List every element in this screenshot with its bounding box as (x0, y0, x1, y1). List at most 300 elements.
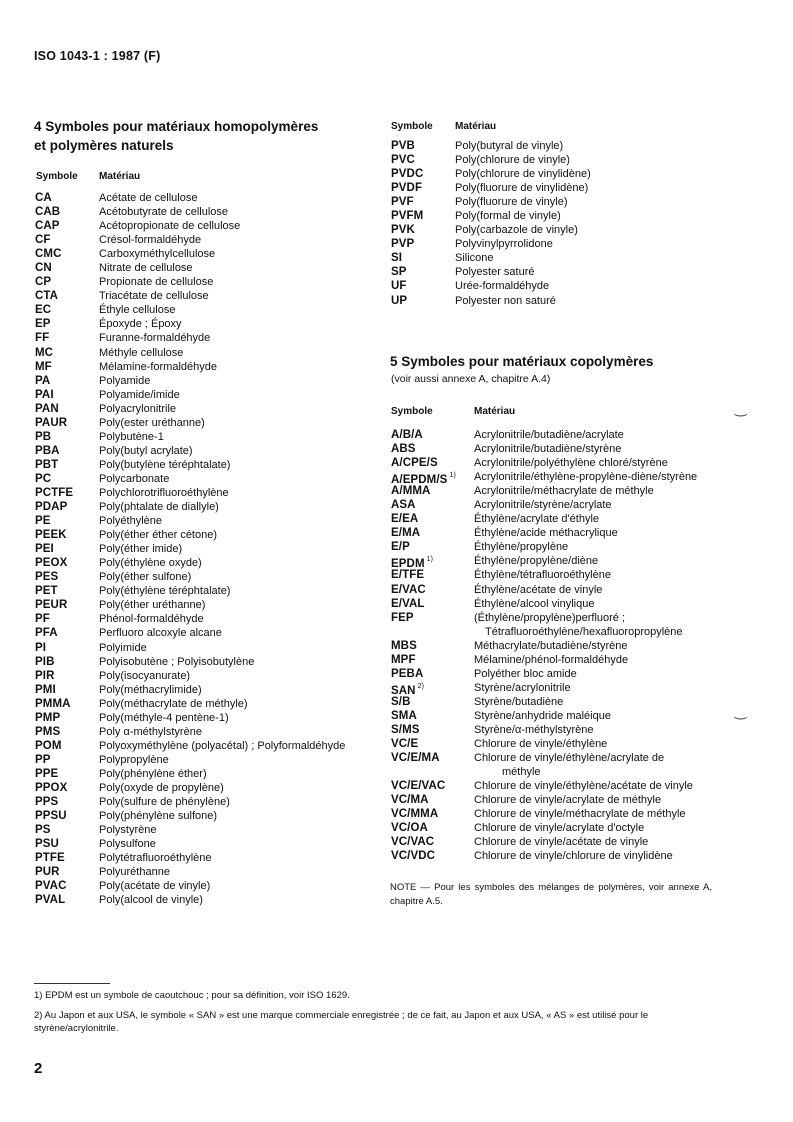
symbol-text: VC/E (391, 738, 419, 751)
section-5-col-material: Matériau (474, 406, 516, 417)
table-row (35, 360, 375, 374)
symbol-text: VC/E/VAC (391, 780, 446, 793)
symbol-text: PVAC (35, 880, 67, 893)
table-row (35, 556, 375, 570)
symbol-cell (391, 793, 429, 807)
material-cell: Poly(butyral de vinyle) (455, 140, 564, 152)
symbol-cell (35, 219, 60, 233)
material-cell: Éthylène/alcool vinylique (474, 597, 595, 610)
symbol-text: PIB (35, 655, 55, 668)
symbol-cell (35, 626, 58, 640)
symbol-text: E/EA (391, 513, 419, 526)
symbol-cell (391, 209, 423, 223)
table-row (391, 498, 731, 512)
material-cell: Mélamine/phénol-formaldéhyde (474, 653, 629, 666)
material-cell-continued: méthyle (502, 766, 541, 779)
symbol-text: PAN (35, 402, 59, 415)
symbol-cell (35, 346, 53, 360)
symbol-text: PVFM (391, 210, 424, 223)
material-cell: Triacétate de cellulose (99, 290, 209, 303)
section-4-title (34, 117, 318, 155)
symbol-text: VC/MA (391, 794, 429, 807)
symbol-text: PPS (35, 796, 59, 809)
material-cell: Poly(éther sulfone) (99, 571, 192, 584)
table-row (391, 821, 731, 835)
symbol-text: SP (391, 266, 407, 279)
table-row (35, 219, 375, 233)
material-cell: Styrène/α-méthylstyrène (474, 723, 594, 736)
symbol-text: MF (35, 360, 52, 373)
section-4-col-material: Matériau (99, 171, 141, 182)
material-cell: Polyéthylène (99, 515, 162, 528)
symbol-cell (35, 374, 50, 388)
material-cell: Phénol-formaldéhyde (99, 613, 204, 626)
table-row (35, 584, 375, 598)
symbol-cell (35, 612, 50, 626)
symbol-cell (391, 723, 420, 737)
symbol-text: EC (35, 304, 52, 317)
table-row (35, 865, 375, 879)
symbol-text: ABS (391, 443, 416, 456)
symbol-cell (35, 388, 54, 402)
table-row (391, 681, 731, 695)
symbol-text: PI (35, 641, 47, 654)
material-cell: Acrylonitrile/butadiène/styrène (474, 443, 622, 456)
symbol-cell (35, 879, 67, 893)
table-row (35, 725, 375, 739)
symbol-cell (391, 139, 415, 153)
symbol-text: PEOX (35, 557, 68, 570)
table-row (35, 331, 375, 345)
symbol-cell (35, 767, 58, 781)
symbol-text: A/CPE/S (391, 457, 438, 470)
material-cell: Chlorure de vinyle/acétate de vinyle (474, 836, 649, 849)
symbol-text: PET (35, 585, 58, 598)
symbol-text: CAB (35, 206, 61, 219)
table-row (35, 851, 375, 865)
symbol-text: VC/VAC (391, 836, 435, 849)
symbol-cell (35, 360, 52, 374)
symbol-text: CA (35, 192, 52, 204)
symbol-cell (391, 251, 402, 265)
symbol-text: PVDF (391, 182, 423, 195)
symbol-cell (35, 472, 51, 486)
symbol-cell (391, 821, 428, 835)
symbol-text: PA (35, 374, 51, 387)
table-row (391, 695, 731, 709)
symbol-text: E/TFE (391, 569, 425, 582)
symbol-cell (35, 247, 62, 261)
material-cell-continued: Tétrafluoroéthylène/hexafluoropropylène (485, 625, 683, 638)
material-cell: Poly(phénylène éther) (99, 767, 207, 780)
symbol-cell (35, 683, 56, 697)
symbol-cell (35, 205, 60, 219)
symbol-text: PEI (35, 543, 54, 556)
table-row (391, 807, 731, 821)
table-row (391, 279, 721, 293)
symbol-text: PBT (35, 458, 59, 471)
table-row (35, 598, 375, 612)
symbol-text: PTFE (35, 852, 65, 865)
section-4-table (35, 191, 375, 907)
symbol-cell (35, 669, 54, 683)
material-cell: Propionate de cellulose (99, 276, 214, 289)
symbol-cell (35, 444, 60, 458)
footnote-ref: 2) (415, 682, 425, 690)
symbol-text: FF (35, 332, 50, 345)
symbol-text: UP (391, 294, 408, 307)
symbol-text: PEBA (391, 667, 424, 680)
symbol-text: PCTFE (35, 486, 74, 499)
symbol-cell (35, 753, 51, 767)
table-row (391, 294, 721, 308)
table-row (391, 653, 731, 667)
material-cell: Poly(butyl acrylate) (99, 444, 193, 457)
table-row (391, 484, 731, 498)
material-cell: Polyamide/imide (99, 388, 180, 401)
material-cell: Poly(fluorure de vinylidène) (455, 182, 589, 195)
symbol-text: PES (35, 571, 59, 584)
symbol-text: SMA (391, 709, 417, 722)
table-row (391, 167, 721, 181)
material-cell: Poly(méthyle-4 pentène-1) (99, 711, 229, 724)
material-cell: Poly(isocyanurate) (99, 669, 191, 682)
symbol-cell (35, 500, 67, 514)
symbol-text: VC/OA (391, 822, 428, 835)
table-row (35, 528, 375, 542)
symbol-cell (391, 583, 426, 597)
symbol-text: VC/E/MA (391, 752, 440, 765)
symbol-text: PMI (35, 683, 56, 696)
table-row (35, 570, 375, 584)
material-cell: Chlorure de vinyle/éthylène/acétate de vinyle (474, 780, 693, 793)
symbol-text: MC (35, 346, 54, 359)
material-cell: Polyéther bloc amide (474, 667, 577, 680)
table-row (35, 472, 375, 486)
material-cell: (Éthylène/propylène)perfluoré ; (474, 611, 626, 624)
symbol-text: PVK (391, 224, 415, 237)
material-cell: Polyimide (99, 641, 147, 654)
material-cell: Polysulfone (99, 838, 156, 851)
material-cell: Urée-formaldéhyde (455, 280, 550, 293)
material-cell: Acrylonitrile/éthylène-propylène-diène/styrène (474, 471, 698, 484)
material-cell: Éthylène/propylène/diène (474, 555, 599, 568)
symbol-text: S/B (391, 695, 411, 708)
symbol-cell (391, 751, 440, 765)
symbol-cell (35, 697, 71, 711)
symbol-text: PEEK (35, 529, 67, 542)
material-cell: Styrène/acrylonitrile (474, 681, 571, 694)
symbol-text: E/P (391, 541, 410, 554)
table-row (35, 458, 375, 472)
margin-mark: ‿ (735, 400, 747, 416)
table-row (391, 540, 731, 554)
symbol-text: PB (35, 430, 52, 443)
table-row (391, 709, 731, 723)
symbol-text: PPE (35, 767, 59, 780)
symbol-cell (391, 597, 425, 611)
material-cell: Polycarbonate (99, 472, 170, 485)
symbol-cell (391, 526, 420, 540)
symbol-cell (35, 809, 67, 823)
material-cell: Perfluoro alcoxyle alcane (99, 627, 222, 640)
symbol-cell (391, 167, 423, 181)
symbol-cell (35, 416, 67, 430)
symbol-cell (391, 294, 407, 308)
material-cell: Acétopropionate de cellulose (99, 220, 241, 233)
symbol-cell (35, 402, 59, 416)
material-cell: Éthylène/acétate de vinyle (474, 583, 603, 596)
table-row (391, 237, 721, 251)
material-cell: Poly(éther éther cétone) (99, 529, 218, 542)
symbol-cell (35, 430, 51, 444)
table-row (35, 739, 375, 753)
symbol-text: CF (35, 234, 51, 247)
symbol-cell (391, 265, 407, 279)
material-cell: Poly(phtalate de diallyle) (99, 501, 219, 514)
table-row (391, 265, 721, 279)
symbol-text: MBS (391, 639, 417, 652)
material-cell: Poly(formal de vinyle) (455, 210, 561, 223)
table-row (35, 233, 375, 247)
material-cell: Poly(méthacrylimide) (99, 683, 202, 696)
material-cell: Furanne-formaldéhyde (99, 332, 211, 345)
symbol-text: PEUR (35, 599, 68, 612)
symbol-cell (35, 795, 58, 809)
symbol-text: PAI (35, 388, 54, 401)
material-cell: Poly(ester uréthanne) (99, 416, 205, 429)
table-row (391, 849, 731, 863)
table-row (35, 879, 375, 893)
table-row (35, 289, 375, 303)
material-cell: Méthacrylate/butadiène/styrène (474, 639, 628, 652)
symbol-text: PDAP (35, 501, 68, 514)
table-row (35, 346, 375, 360)
symbol-cell (35, 711, 60, 725)
table-row (391, 597, 731, 611)
table-row (35, 612, 375, 626)
symbol-text: PVP (391, 238, 415, 251)
material-cell: Polytétrafluoroéthylène (99, 852, 212, 865)
material-cell: Poly(fluorure de vinyle) (455, 196, 568, 209)
section-4-cont-col-material: Matériau (455, 121, 497, 132)
footnote-2: 2) Au Japon et aux USA, le symbole « SAN » est une marque commerciale enregistrée ; de ce fait, au Japon et aux USA, « AS » est utilisé pour le styrène/acrylonitrile. (34, 1010, 649, 1034)
table-row (35, 317, 375, 331)
symbol-cell (391, 498, 416, 512)
symbol-cell (391, 709, 417, 723)
material-cell: Styrène/butadiène (474, 695, 564, 708)
table-row (391, 442, 731, 456)
table-row (35, 486, 375, 500)
table-row (391, 428, 731, 442)
material-cell: Polyisobutène ; Polyisobutylène (99, 655, 255, 668)
symbol-cell (35, 303, 51, 317)
material-cell: Poly(méthacrylate de méthyle) (99, 697, 248, 710)
symbol-cell (391, 279, 407, 293)
material-cell: Chlorure de vinyle/méthacrylate de méthyle (474, 808, 686, 821)
symbol-text: PBA (35, 444, 60, 457)
material-cell: Crésol-formaldéhyde (99, 234, 202, 247)
table-row (35, 514, 375, 528)
material-cell: Poly(sulfure de phénylène) (99, 796, 230, 809)
material-cell: Poly(acétate de vinyle) (99, 880, 211, 893)
section-4-title-line1: 4 Symboles pour matériaux homopolymères (34, 119, 319, 134)
material-cell: Poly(oxyde de propylène) (99, 781, 224, 794)
table-row (35, 247, 375, 261)
symbol-text: MPF (391, 653, 416, 666)
symbol-cell (391, 484, 430, 498)
symbol-text: PUR (35, 866, 60, 879)
symbol-text: PPOX (35, 781, 68, 794)
material-cell: Polyoxyméthylène (polyacétal) ; Polyformaldéhyde (99, 739, 346, 752)
section-4-cont-table (391, 139, 721, 308)
material-cell: Poly(butylène téréphtalate) (99, 458, 231, 471)
material-cell: Poly(chlorure de vinylidène) (455, 168, 591, 181)
symbol-text: A/MMA (391, 485, 431, 498)
symbol-text: E/VAC (391, 583, 426, 596)
material-cell: Polychlorotrifluoroéthylène (99, 486, 229, 499)
material-cell: Chlorure de vinyle/acrylate d'octyle (474, 822, 645, 835)
symbol-text: CP (35, 276, 52, 289)
table-row (391, 139, 721, 153)
table-row (391, 611, 731, 639)
table-row (35, 753, 375, 767)
table-row (35, 823, 375, 837)
table-row (35, 711, 375, 725)
symbol-cell (35, 528, 67, 542)
material-cell: Acétate de cellulose (99, 192, 198, 204)
symbol-text: PMS (35, 725, 61, 738)
table-row (35, 430, 375, 444)
symbol-cell (35, 584, 58, 598)
symbol-cell (35, 331, 49, 345)
material-cell: Poly(chlorure de vinyle) (455, 154, 570, 167)
footnote-1: 1) EPDM est un symbole de caoutchouc ; pour sa définition, voir ISO 1629. (34, 990, 350, 1001)
section-5-note: NOTE — Pour les symboles des mélanges de polymères, voir annexe A, chapitre A.5. (390, 882, 712, 907)
symbol-text: CAP (35, 220, 60, 233)
material-cell: Chlorure de vinyle/éthylène/acrylate de (474, 752, 665, 765)
material-cell: Polyester non saturé (455, 294, 556, 307)
table-row (35, 275, 375, 289)
symbol-text: CTA (35, 290, 59, 303)
table-row (35, 374, 375, 388)
table-row (391, 751, 731, 779)
material-cell: Polyuréthanne (99, 866, 170, 879)
table-row (35, 837, 375, 851)
symbol-cell (35, 289, 58, 303)
symbol-text: PPSU (35, 810, 67, 823)
symbol-cell (391, 639, 417, 653)
table-row (391, 835, 731, 849)
symbol-cell (391, 195, 414, 209)
symbol-text: PF (35, 613, 50, 626)
symbol-cell (35, 837, 59, 851)
material-cell: Poly(alcool de vinyle) (99, 894, 203, 907)
table-row (391, 153, 721, 167)
material-cell: Chlorure de vinyle/éthylène (474, 738, 608, 751)
symbol-cell (35, 458, 58, 472)
table-row (391, 568, 731, 582)
symbol-text: E/VAL (391, 597, 425, 610)
symbol-text: A/B/A (391, 429, 423, 441)
table-row (35, 809, 375, 823)
document-header: ISO 1043-1 : 1987 (F) (34, 49, 161, 63)
symbol-cell (35, 317, 51, 331)
section-5-col-symbol: Symbole (391, 406, 433, 417)
symbol-cell (391, 611, 414, 625)
material-cell: Chlorure de vinyle/chlorure de vinylidène (474, 850, 673, 863)
symbol-cell (35, 893, 65, 907)
table-row (35, 641, 375, 655)
table-row (35, 626, 375, 640)
table-row (35, 542, 375, 556)
section-5-title: 5 Symboles pour matériaux copolymères (390, 354, 654, 369)
table-row (35, 683, 375, 697)
symbol-cell (391, 153, 415, 167)
table-row (35, 261, 375, 275)
symbol-text: EPDM (391, 558, 425, 571)
symbol-text: EP (35, 318, 51, 331)
margin-mark: ‿ (735, 703, 747, 719)
symbol-cell (391, 667, 423, 681)
table-row (391, 195, 721, 209)
symbol-text: VC/MMA (391, 808, 439, 821)
material-cell: Carboxyméthylcellulose (99, 248, 216, 261)
material-cell: Poly(éther uréthanne) (99, 599, 206, 612)
material-cell: Éthylène/acrylate d'éthyle (474, 513, 600, 526)
symbol-cell (391, 512, 418, 526)
table-row (35, 402, 375, 416)
symbol-cell (391, 568, 424, 582)
symbol-cell (391, 653, 416, 667)
table-row (35, 893, 375, 907)
symbol-cell (35, 655, 54, 669)
symbol-text: CN (35, 262, 52, 275)
material-cell: Mélamine-formaldéhyde (99, 360, 217, 373)
table-row (391, 512, 731, 526)
material-cell: Polyester saturé (455, 266, 535, 279)
symbol-text: A/EPDM/S (391, 473, 448, 486)
symbol-text: PC (35, 472, 52, 485)
table-row (35, 500, 375, 514)
symbol-text: PSU (35, 838, 59, 851)
symbol-text: PVDC (391, 168, 424, 181)
material-cell: Acétobutyrate de cellulose (99, 206, 229, 219)
section-5-table (391, 428, 731, 863)
symbol-cell (35, 514, 51, 528)
symbol-text: SI (391, 252, 403, 265)
page-number: 2 (34, 1060, 43, 1077)
symbol-cell (391, 779, 445, 793)
table-row (35, 781, 375, 795)
material-cell: Acrylonitrile/styrène/acrylate (474, 499, 612, 512)
footnote-ref: 1) (447, 472, 456, 480)
material-cell: Nitrate de cellulose (99, 262, 193, 275)
material-cell: Éthylène/tétrafluoroéthylène (474, 569, 611, 582)
material-cell: Polypropylène (99, 753, 169, 766)
table-row (391, 723, 731, 737)
material-cell: Éthylène/acide méthacrylique (474, 527, 618, 540)
symbol-cell (391, 181, 422, 195)
material-cell: Éthyle cellulose (99, 304, 176, 317)
symbol-cell (35, 725, 60, 739)
table-row (391, 209, 721, 223)
symbol-cell (35, 851, 65, 865)
table-row (35, 697, 375, 711)
symbol-text: FEP (391, 611, 414, 624)
table-row (391, 793, 731, 807)
section-4-title-line2: et polymères naturels (34, 138, 174, 153)
